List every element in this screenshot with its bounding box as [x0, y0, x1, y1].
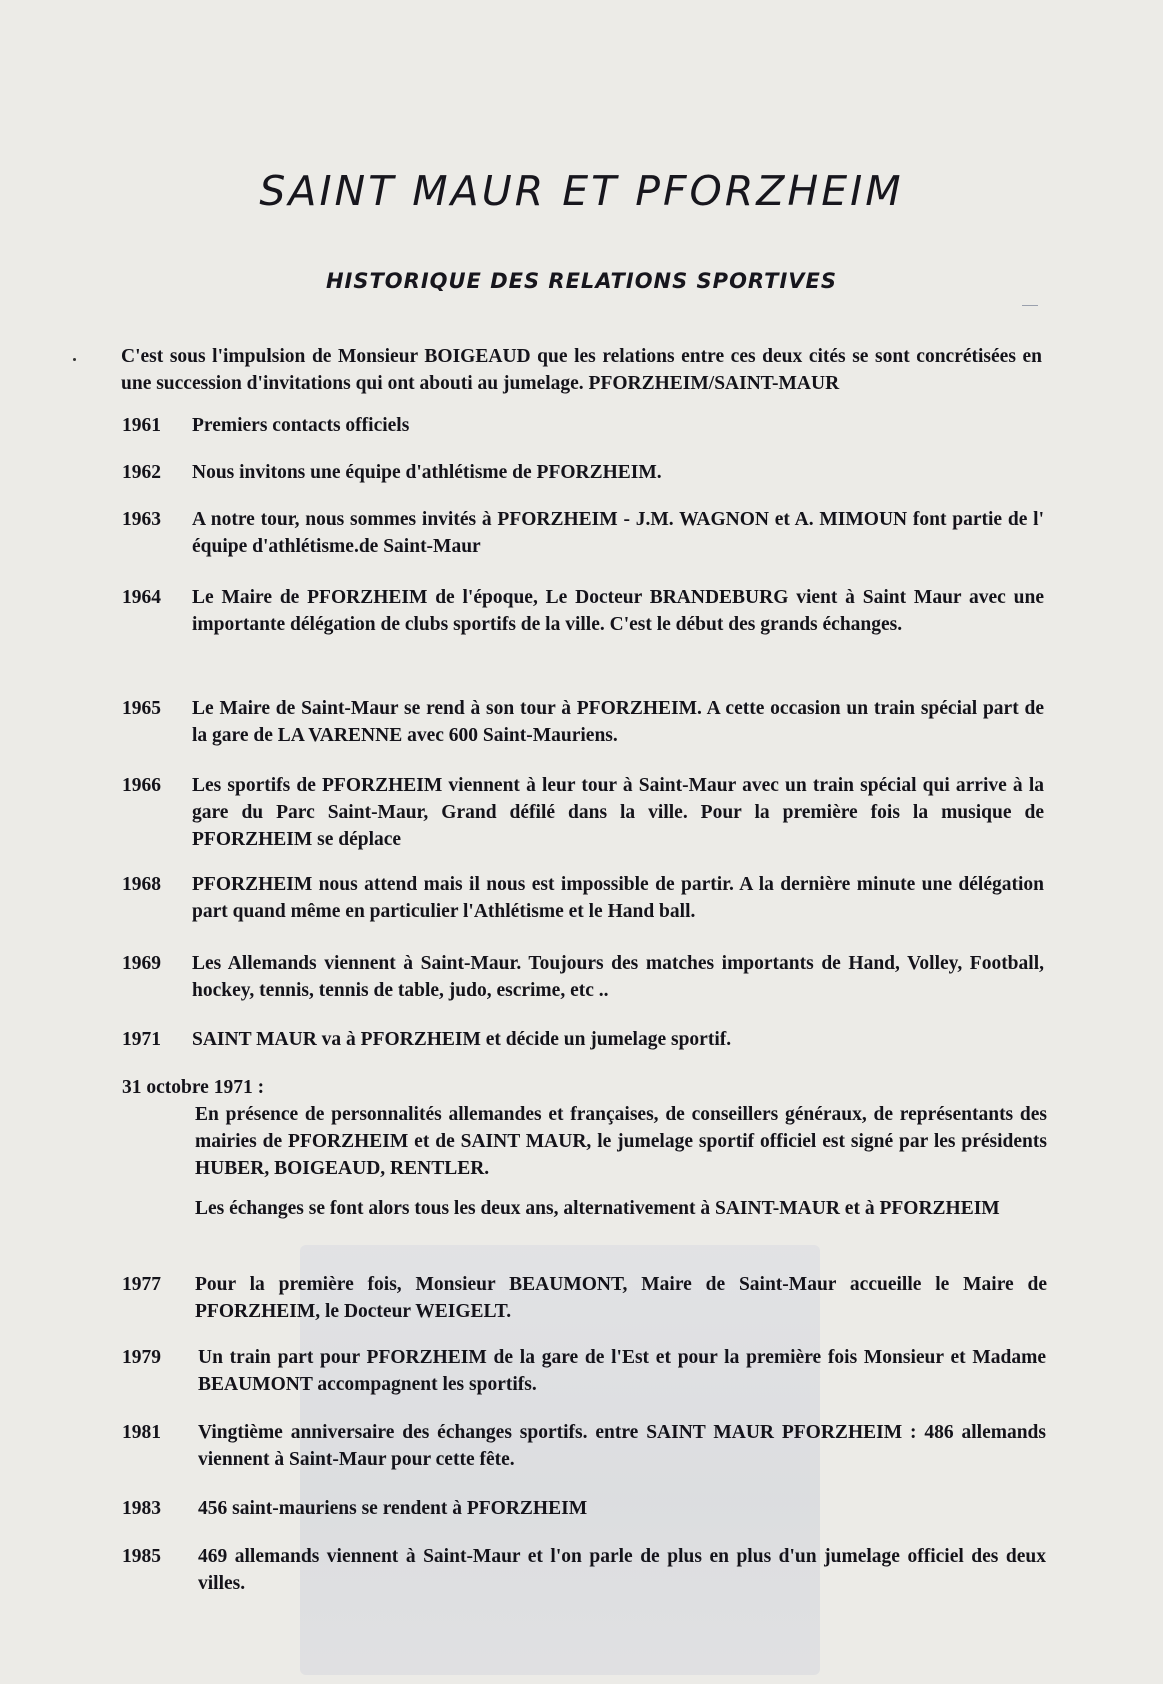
entry-text: Nous invitons une équipe d'athlétisme de PFORZHEIM. [192, 462, 662, 483]
entry-text: Le Maire de PFORZHEIM de l'époque, Le Docteur BRANDEBURG vient à Saint Maur avec une importante délégation de clubs sportifs de la ville. C'est le début des grands échanges. [192, 587, 1044, 635]
entry-text: 469 allemands viennent à Saint-Maur et l'on parle de plus en plus d'un jumelage officiel des deux villes. [198, 1546, 1046, 1594]
entry-year: 1964 [122, 587, 161, 608]
entry-text: Le Maire de Saint-Maur se rend à son tour à PFORZHEIM. A cette occasion un train spécial part de la gare de LA VARENNE avec 600 Saint-Mauriens. [192, 698, 1044, 746]
entry-year: 1969 [122, 953, 161, 974]
margin-dot [73, 358, 76, 361]
page-subtitle: HISTORIQUE DES RELATIONS SPORTIVES [325, 269, 838, 294]
entry-year: 1965 [122, 698, 161, 719]
entry-text: SAINT MAUR va à PFORZHEIM et décide un jumelage sportif. [192, 1029, 732, 1050]
entry-year: 1971 [122, 1029, 161, 1050]
entry-year: 1968 [122, 874, 161, 895]
entry-text: 456 saint-mauriens se rendent à PFORZHEIM [198, 1498, 588, 1519]
entry-date: 31 octobre 1971 : [122, 1077, 265, 1098]
entry-year: 1963 [122, 509, 161, 530]
entry-year: 1979 [122, 1347, 161, 1368]
entry-year: 1966 [122, 775, 161, 796]
entry-year: 1981 [122, 1422, 161, 1443]
entry-text: Les sportifs de PFORZHEIM viennent à leur tour à Saint-Maur avec un train spécial qui arrive à la gare du Parc Saint-Maur, Grand défilé dans la ville. Pour la première fois la musique de PFORZHEIM se déplace [192, 775, 1044, 850]
entry-text: Les échanges se font alors tous les deux ans, alternativement à SAINT-MAUR et à PFORZHEIM [195, 1198, 1000, 1219]
entry-text: En présence de personnalités allemandes et françaises, de conseillers généraux, de représentants des mairies de PFORZHEIM et de SAINT MAUR, le jumelage sportif officiel est signé par les présidents HUBER, BOIGEAUD, RENTLER. [195, 1104, 1047, 1179]
entry-text: Un train part pour PFORZHEIM de la gare de l'Est et pour la première fois Monsieur et Madame BEAUMONT accompagnent les sportifs. [198, 1347, 1046, 1395]
entry-text: Les Allemands viennent à Saint-Maur. Toujours des matches importants de Hand, Volley, Football, hockey, tennis, tennis de table, judo, escrime, etc .. [192, 953, 1044, 1001]
entry-year: 1962 [122, 462, 161, 483]
entry-year: 1977 [122, 1274, 161, 1295]
entry-year: 1961 [122, 415, 161, 436]
entry-year: 1985 [122, 1546, 161, 1567]
entry-text: A notre tour, nous sommes invités à PFORZHEIM - J.M. WAGNON et A. MIMOUN font partie de l' équipe d'athlétisme.de Saint-Maur [192, 509, 1044, 557]
entry-text: Vingtième anniversaire des échanges sportifs. entre SAINT MAUR PFORZHEIM : 486 allemands viennent à Saint-Maur pour cette fête. [198, 1422, 1046, 1470]
entry-text: Pour la première fois, Monsieur BEAUMONT, Maire de Saint-Maur accueille le Maire de PFORZHEIM, le Docteur WEIGELT. [195, 1274, 1047, 1322]
entry-text: PFORZHEIM nous attend mais il nous est impossible de partir. A la dernière minute une délégation part quand même en particulier l'Athlétisme et le Hand ball. [192, 874, 1044, 922]
margin-mark [1022, 305, 1038, 306]
page-title: SAINT MAUR ET PFORZHEIM [259, 167, 904, 216]
intro-paragraph: C'est sous l'impulsion de Monsieur BOIGEAUD que les relations entre ces deux cités se sont concrétisées en une succession d'invitations qui ont abouti au jumelage. PFORZHEIM/SAINT-MAUR [121, 346, 1042, 394]
entry-year: 1983 [122, 1498, 161, 1519]
entry-text: Premiers contacts officiels [192, 415, 410, 436]
